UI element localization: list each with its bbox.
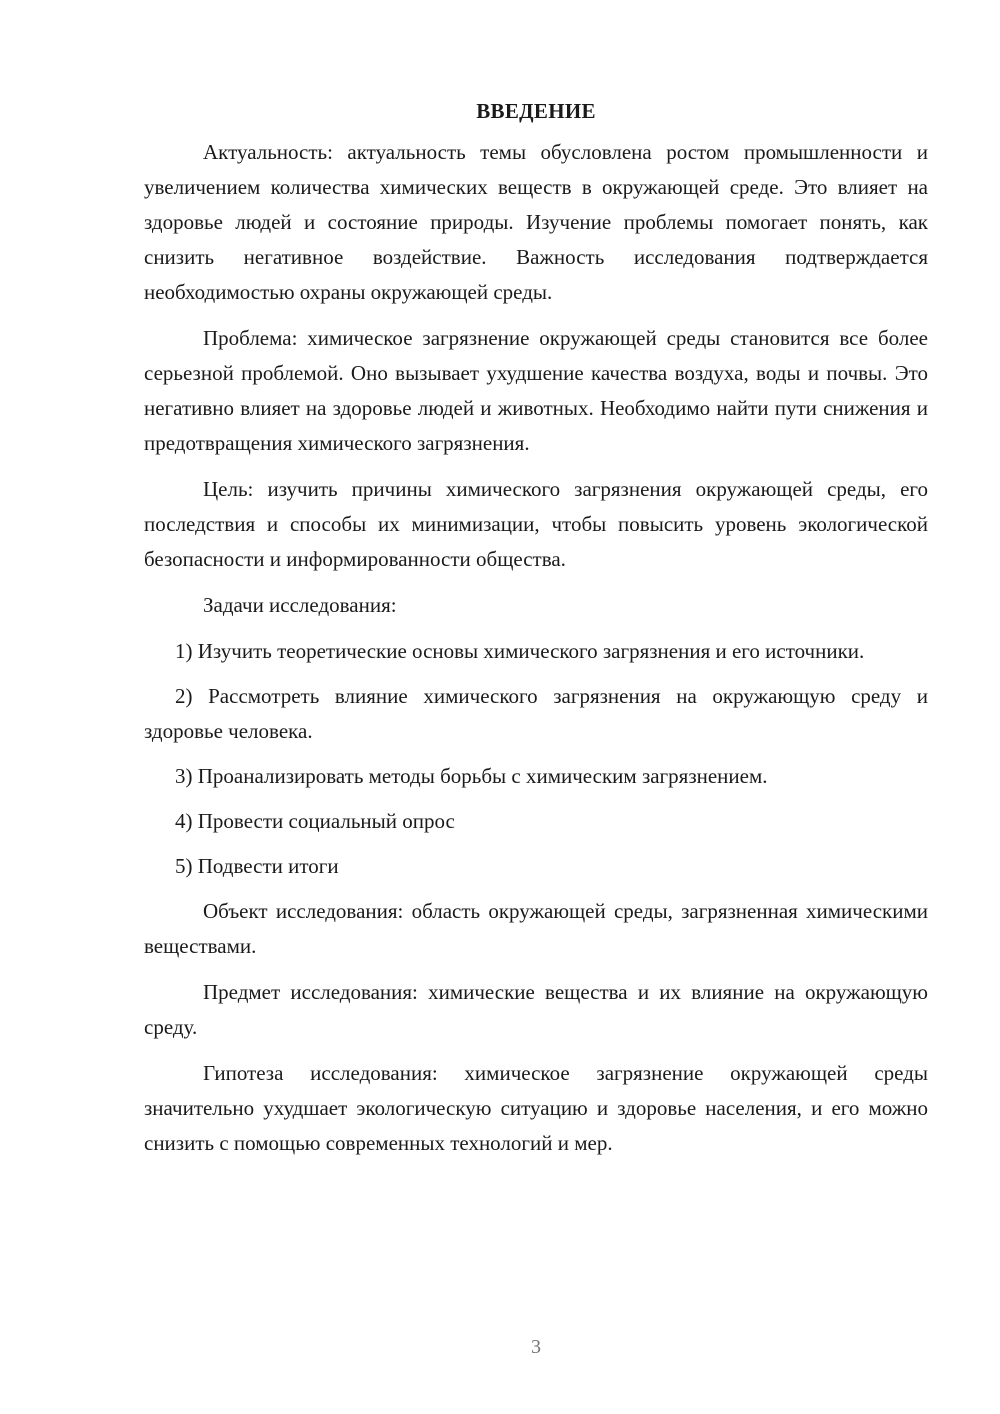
paragraph-subject: Предмет исследования: химические вещества и их влияние на окружающую среду. [144,980,928,1039]
task-item-4: 4) Провести социальный опрос [175,809,455,833]
paragraph-hypothesis: Гипотеза исследования: химическое загрязнение окружающей среды значительно ухудшает экологическую ситуацию и здоровье населения, и его можно снизить с помощью современных технологий и мер. [144,1061,928,1155]
task-item-3: 3) Проанализировать методы борьбы с химическим загрязнением. [175,764,768,788]
task-item-2: 2) Рассмотреть влияние химического загрязнения на окружающую среду и здоровье человека. [144,684,928,743]
paragraph-object: Объект исследования: область окружающей среды, загрязненная химическими веществами. [144,899,928,958]
page-title: ВВЕДЕНИЕ [476,99,596,123]
tasks-list [144,634,928,884]
page-number: 3 [531,1336,541,1358]
tasks-heading: Задачи исследования: [203,593,397,617]
paragraph-relevance: Актуальность: актуальность темы обусловлена ростом промышленности и увеличением количества химических веществ в окружающей среде. Это влияет на здоровье людей и состояние природы. Изучение проблемы помогает понять, как снизить негативное воздействие. Важность исследования подтверждается необходимостью охраны окружающей среды. [144,140,928,304]
paragraph-problem: Проблема: химическое загрязнение окружающей среды становится все более серьезной проблемой. Оно вызывает ухудшение качества воздуха, воды и почвы. Это негативно влияет на здоровье людей и животных. Необходимо найти пути снижения и предотвращения химического загрязнения. [144,326,928,455]
task-item-1: 1) Изучить теоретические основы химического загрязнения и его источники. [175,639,865,663]
paragraph-goal: Цель: изучить причины химического загрязнения окружающей среды, его последствия и способы их минимизации, чтобы повысить уровень экологической безопасности и информированности общества. [144,477,928,571]
page-content [144,94,928,1161]
task-item-5: 5) Подвести итоги [175,854,339,878]
